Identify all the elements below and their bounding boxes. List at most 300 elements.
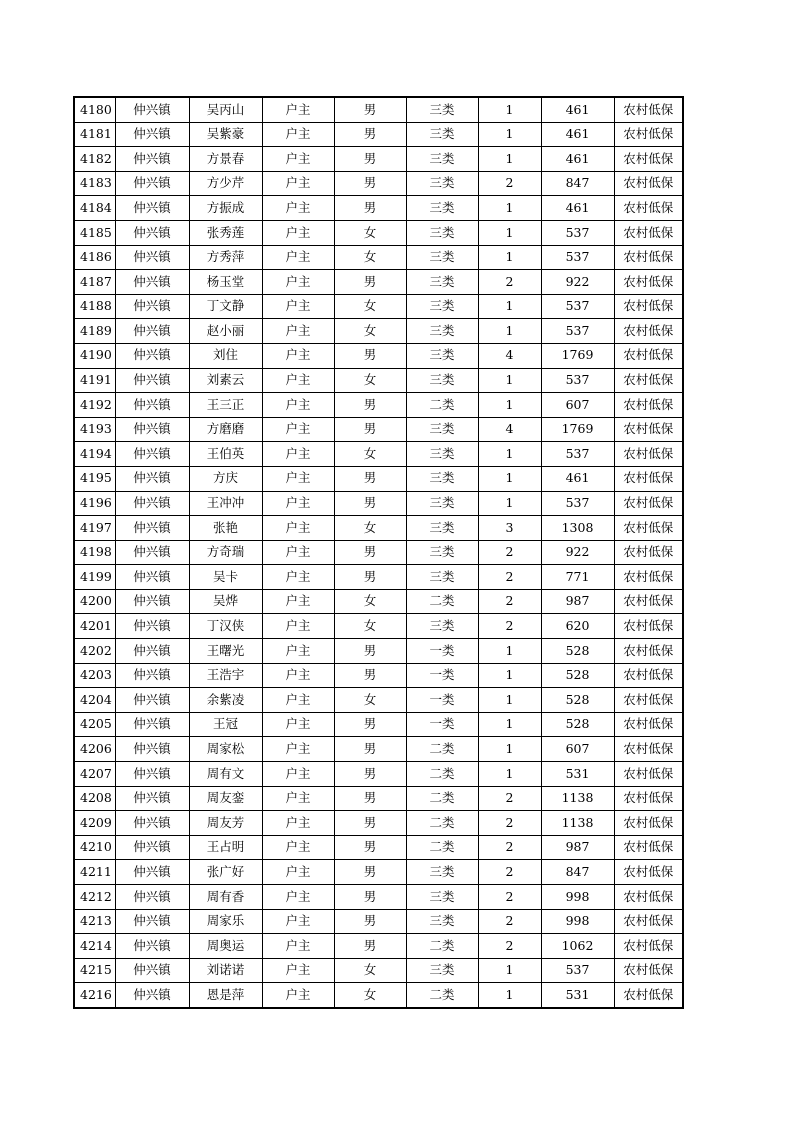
- cell-household-size: 1: [478, 393, 541, 418]
- cell-serial-number: 4184: [74, 196, 115, 221]
- cell-town: 仲兴镇: [115, 639, 189, 664]
- cell-gender: 男: [334, 147, 406, 172]
- cell-household-size: 1: [478, 491, 541, 516]
- cell-serial-number: 4200: [74, 589, 115, 614]
- table-row: [74, 786, 683, 811]
- cell-gender: 男: [334, 343, 406, 368]
- cell-category: 三类: [406, 540, 478, 565]
- cell-amount: 1769: [541, 417, 614, 442]
- cell-amount: 922: [541, 270, 614, 295]
- cell-gender: 男: [334, 270, 406, 295]
- cell-gender: 男: [334, 860, 406, 885]
- cell-aid-type: 农村低保: [614, 97, 683, 122]
- table-row: [74, 122, 683, 147]
- cell-relation: 户主: [262, 343, 334, 368]
- cell-gender: 男: [334, 540, 406, 565]
- cell-gender: 男: [334, 122, 406, 147]
- cell-name: 方秀萍: [189, 245, 262, 270]
- cell-town: 仲兴镇: [115, 860, 189, 885]
- cell-relation: 户主: [262, 934, 334, 959]
- cell-town: 仲兴镇: [115, 417, 189, 442]
- cell-aid-type: 农村低保: [614, 983, 683, 1008]
- cell-aid-type: 农村低保: [614, 786, 683, 811]
- cell-amount: 1138: [541, 811, 614, 836]
- cell-relation: 户主: [262, 811, 334, 836]
- cell-gender: 女: [334, 516, 406, 541]
- cell-gender: 男: [334, 885, 406, 910]
- cell-household-size: 1: [478, 294, 541, 319]
- cell-aid-type: 农村低保: [614, 909, 683, 934]
- cell-relation: 户主: [262, 909, 334, 934]
- cell-relation: 户主: [262, 368, 334, 393]
- cell-gender: 男: [334, 491, 406, 516]
- table-row: [74, 97, 683, 122]
- cell-relation: 户主: [262, 147, 334, 172]
- table-row: [74, 811, 683, 836]
- cell-name: 吴烨: [189, 589, 262, 614]
- cell-amount: 528: [541, 639, 614, 664]
- cell-household-size: 1: [478, 737, 541, 762]
- table-row: [74, 589, 683, 614]
- table-row: [74, 466, 683, 491]
- cell-serial-number: 4205: [74, 712, 115, 737]
- cell-gender: 女: [334, 442, 406, 467]
- cell-serial-number: 4181: [74, 122, 115, 147]
- cell-gender: 男: [334, 393, 406, 418]
- cell-relation: 户主: [262, 639, 334, 664]
- cell-category: 三类: [406, 147, 478, 172]
- cell-amount: 1769: [541, 343, 614, 368]
- cell-category: 二类: [406, 786, 478, 811]
- cell-town: 仲兴镇: [115, 909, 189, 934]
- relief-roster-table: [73, 96, 684, 1009]
- cell-name: 张艳: [189, 516, 262, 541]
- cell-household-size: 1: [478, 663, 541, 688]
- cell-household-size: 4: [478, 343, 541, 368]
- cell-name: 周友銮: [189, 786, 262, 811]
- cell-town: 仲兴镇: [115, 466, 189, 491]
- cell-category: 二类: [406, 811, 478, 836]
- cell-name: 丁文静: [189, 294, 262, 319]
- table-row: [74, 417, 683, 442]
- cell-serial-number: 4198: [74, 540, 115, 565]
- cell-category: 三类: [406, 614, 478, 639]
- cell-serial-number: 4202: [74, 639, 115, 664]
- cell-relation: 户主: [262, 540, 334, 565]
- cell-town: 仲兴镇: [115, 712, 189, 737]
- cell-aid-type: 农村低保: [614, 343, 683, 368]
- cell-amount: 620: [541, 614, 614, 639]
- cell-amount: 531: [541, 983, 614, 1008]
- cell-town: 仲兴镇: [115, 835, 189, 860]
- cell-category: 二类: [406, 934, 478, 959]
- cell-aid-type: 农村低保: [614, 319, 683, 344]
- cell-amount: 607: [541, 393, 614, 418]
- cell-serial-number: 4213: [74, 909, 115, 934]
- cell-serial-number: 4206: [74, 737, 115, 762]
- cell-serial-number: 4186: [74, 245, 115, 270]
- table-row: [74, 540, 683, 565]
- cell-town: 仲兴镇: [115, 97, 189, 122]
- cell-serial-number: 4197: [74, 516, 115, 541]
- cell-category: 三类: [406, 294, 478, 319]
- cell-amount: 537: [541, 245, 614, 270]
- cell-serial-number: 4183: [74, 171, 115, 196]
- cell-relation: 户主: [262, 196, 334, 221]
- cell-amount: 771: [541, 565, 614, 590]
- cell-name: 周家乐: [189, 909, 262, 934]
- cell-serial-number: 4189: [74, 319, 115, 344]
- cell-name: 张广好: [189, 860, 262, 885]
- cell-relation: 户主: [262, 319, 334, 344]
- cell-serial-number: 4191: [74, 368, 115, 393]
- cell-gender: 男: [334, 417, 406, 442]
- cell-category: 三类: [406, 368, 478, 393]
- table-row: [74, 885, 683, 910]
- cell-aid-type: 农村低保: [614, 589, 683, 614]
- cell-relation: 户主: [262, 712, 334, 737]
- cell-aid-type: 农村低保: [614, 958, 683, 983]
- cell-aid-type: 农村低保: [614, 270, 683, 295]
- cell-category: 二类: [406, 835, 478, 860]
- cell-amount: 847: [541, 171, 614, 196]
- cell-household-size: 2: [478, 934, 541, 959]
- cell-amount: 537: [541, 220, 614, 245]
- table-row: [74, 442, 683, 467]
- table-row: [74, 639, 683, 664]
- cell-amount: 461: [541, 97, 614, 122]
- table-row: [74, 663, 683, 688]
- cell-relation: 户主: [262, 762, 334, 787]
- cell-gender: 男: [334, 712, 406, 737]
- cell-serial-number: 4212: [74, 885, 115, 910]
- cell-amount: 998: [541, 909, 614, 934]
- cell-gender: 男: [334, 466, 406, 491]
- cell-town: 仲兴镇: [115, 171, 189, 196]
- cell-relation: 户主: [262, 466, 334, 491]
- cell-name: 刘素云: [189, 368, 262, 393]
- cell-serial-number: 4185: [74, 220, 115, 245]
- cell-town: 仲兴镇: [115, 737, 189, 762]
- cell-gender: 男: [334, 565, 406, 590]
- cell-gender: 男: [334, 737, 406, 762]
- cell-gender: 女: [334, 245, 406, 270]
- cell-relation: 户主: [262, 417, 334, 442]
- cell-household-size: 1: [478, 639, 541, 664]
- cell-household-size: 2: [478, 270, 541, 295]
- cell-category: 三类: [406, 220, 478, 245]
- cell-town: 仲兴镇: [115, 516, 189, 541]
- table-row: [74, 614, 683, 639]
- cell-gender: 男: [334, 171, 406, 196]
- cell-serial-number: 4208: [74, 786, 115, 811]
- cell-town: 仲兴镇: [115, 663, 189, 688]
- cell-name: 周奥运: [189, 934, 262, 959]
- cell-town: 仲兴镇: [115, 393, 189, 418]
- cell-household-size: 1: [478, 196, 541, 221]
- cell-gender: 女: [334, 614, 406, 639]
- cell-category: 三类: [406, 466, 478, 491]
- cell-category: 三类: [406, 319, 478, 344]
- cell-amount: 607: [541, 737, 614, 762]
- table-row: [74, 934, 683, 959]
- cell-category: 三类: [406, 196, 478, 221]
- cell-name: 周有香: [189, 885, 262, 910]
- cell-name: 吴卡: [189, 565, 262, 590]
- cell-gender: 男: [334, 934, 406, 959]
- cell-household-size: 2: [478, 909, 541, 934]
- cell-relation: 户主: [262, 245, 334, 270]
- cell-town: 仲兴镇: [115, 491, 189, 516]
- cell-amount: 537: [541, 294, 614, 319]
- cell-household-size: 1: [478, 688, 541, 713]
- table-row: [74, 712, 683, 737]
- cell-household-size: 2: [478, 540, 541, 565]
- cell-gender: 男: [334, 835, 406, 860]
- cell-household-size: 1: [478, 762, 541, 787]
- cell-household-size: 4: [478, 417, 541, 442]
- cell-name: 王冠: [189, 712, 262, 737]
- cell-category: 三类: [406, 245, 478, 270]
- cell-name: 王三正: [189, 393, 262, 418]
- cell-aid-type: 农村低保: [614, 934, 683, 959]
- cell-household-size: 1: [478, 245, 541, 270]
- cell-town: 仲兴镇: [115, 762, 189, 787]
- cell-amount: 537: [541, 442, 614, 467]
- cell-relation: 户主: [262, 97, 334, 122]
- cell-name: 周有文: [189, 762, 262, 787]
- table-row: [74, 270, 683, 295]
- cell-household-size: 1: [478, 319, 541, 344]
- cell-relation: 户主: [262, 393, 334, 418]
- table-row: [74, 958, 683, 983]
- cell-gender: 女: [334, 368, 406, 393]
- cell-relation: 户主: [262, 688, 334, 713]
- cell-gender: 男: [334, 762, 406, 787]
- cell-serial-number: 4203: [74, 663, 115, 688]
- cell-name: 刘诺诺: [189, 958, 262, 983]
- table-row: [74, 983, 683, 1008]
- cell-category: 二类: [406, 737, 478, 762]
- cell-household-size: 2: [478, 589, 541, 614]
- cell-amount: 537: [541, 368, 614, 393]
- cell-name: 赵小丽: [189, 319, 262, 344]
- cell-category: 三类: [406, 343, 478, 368]
- cell-town: 仲兴镇: [115, 122, 189, 147]
- cell-amount: 1062: [541, 934, 614, 959]
- cell-serial-number: 4180: [74, 97, 115, 122]
- cell-relation: 户主: [262, 835, 334, 860]
- cell-gender: 女: [334, 958, 406, 983]
- cell-serial-number: 4192: [74, 393, 115, 418]
- cell-amount: 537: [541, 319, 614, 344]
- cell-relation: 户主: [262, 958, 334, 983]
- table-row: [74, 171, 683, 196]
- cell-household-size: 1: [478, 147, 541, 172]
- cell-category: 三类: [406, 97, 478, 122]
- cell-relation: 户主: [262, 220, 334, 245]
- table-row: [74, 294, 683, 319]
- cell-household-size: 1: [478, 983, 541, 1008]
- cell-aid-type: 农村低保: [614, 860, 683, 885]
- cell-serial-number: 4204: [74, 688, 115, 713]
- cell-category: 一类: [406, 639, 478, 664]
- cell-serial-number: 4201: [74, 614, 115, 639]
- table-row: [74, 491, 683, 516]
- cell-household-size: 2: [478, 614, 541, 639]
- cell-aid-type: 农村低保: [614, 712, 683, 737]
- cell-town: 仲兴镇: [115, 319, 189, 344]
- cell-category: 二类: [406, 983, 478, 1008]
- cell-aid-type: 农村低保: [614, 147, 683, 172]
- cell-gender: 男: [334, 639, 406, 664]
- cell-aid-type: 农村低保: [614, 565, 683, 590]
- cell-town: 仲兴镇: [115, 294, 189, 319]
- cell-aid-type: 农村低保: [614, 614, 683, 639]
- cell-aid-type: 农村低保: [614, 245, 683, 270]
- cell-household-size: 2: [478, 835, 541, 860]
- cell-name: 吴紫豪: [189, 122, 262, 147]
- cell-relation: 户主: [262, 663, 334, 688]
- cell-name: 王伯英: [189, 442, 262, 467]
- cell-town: 仲兴镇: [115, 270, 189, 295]
- cell-aid-type: 农村低保: [614, 171, 683, 196]
- cell-serial-number: 4215: [74, 958, 115, 983]
- cell-town: 仲兴镇: [115, 614, 189, 639]
- table-row: [74, 762, 683, 787]
- cell-name: 方奇瑞: [189, 540, 262, 565]
- cell-gender: 男: [334, 663, 406, 688]
- cell-category: 一类: [406, 688, 478, 713]
- cell-serial-number: 4214: [74, 934, 115, 959]
- cell-gender: 男: [334, 196, 406, 221]
- cell-aid-type: 农村低保: [614, 885, 683, 910]
- cell-category: 一类: [406, 712, 478, 737]
- cell-amount: 528: [541, 688, 614, 713]
- cell-name: 方景春: [189, 147, 262, 172]
- cell-serial-number: 4187: [74, 270, 115, 295]
- cell-serial-number: 4210: [74, 835, 115, 860]
- cell-category: 三类: [406, 516, 478, 541]
- cell-amount: 461: [541, 466, 614, 491]
- cell-name: 周友芳: [189, 811, 262, 836]
- cell-serial-number: 4216: [74, 983, 115, 1008]
- cell-amount: 998: [541, 885, 614, 910]
- cell-town: 仲兴镇: [115, 245, 189, 270]
- cell-town: 仲兴镇: [115, 589, 189, 614]
- cell-serial-number: 4182: [74, 147, 115, 172]
- cell-name: 丁汉侠: [189, 614, 262, 639]
- cell-amount: 1308: [541, 516, 614, 541]
- cell-household-size: 2: [478, 786, 541, 811]
- table-row: [74, 516, 683, 541]
- table-row: [74, 147, 683, 172]
- cell-household-size: 1: [478, 466, 541, 491]
- cell-aid-type: 农村低保: [614, 122, 683, 147]
- cell-aid-type: 农村低保: [614, 442, 683, 467]
- cell-gender: 女: [334, 589, 406, 614]
- cell-amount: 461: [541, 122, 614, 147]
- cell-aid-type: 农村低保: [614, 811, 683, 836]
- cell-aid-type: 农村低保: [614, 688, 683, 713]
- cell-household-size: 2: [478, 885, 541, 910]
- cell-town: 仲兴镇: [115, 196, 189, 221]
- table-body: [74, 97, 683, 1008]
- cell-category: 三类: [406, 860, 478, 885]
- cell-category: 三类: [406, 442, 478, 467]
- cell-gender: 女: [334, 983, 406, 1008]
- cell-name: 王冲冲: [189, 491, 262, 516]
- cell-serial-number: 4196: [74, 491, 115, 516]
- cell-aid-type: 农村低保: [614, 540, 683, 565]
- table-row: [74, 319, 683, 344]
- cell-household-size: 1: [478, 958, 541, 983]
- table-row: [74, 343, 683, 368]
- cell-name: 余紫凌: [189, 688, 262, 713]
- cell-name: 王占明: [189, 835, 262, 860]
- cell-name: 方庆: [189, 466, 262, 491]
- cell-household-size: 2: [478, 811, 541, 836]
- table-row: [74, 909, 683, 934]
- cell-town: 仲兴镇: [115, 983, 189, 1008]
- cell-town: 仲兴镇: [115, 786, 189, 811]
- table-row: [74, 860, 683, 885]
- cell-category: 三类: [406, 909, 478, 934]
- cell-category: 三类: [406, 270, 478, 295]
- cell-category: 三类: [406, 565, 478, 590]
- cell-aid-type: 农村低保: [614, 663, 683, 688]
- cell-relation: 户主: [262, 589, 334, 614]
- cell-name: 张秀莲: [189, 220, 262, 245]
- cell-gender: 男: [334, 909, 406, 934]
- cell-category: 一类: [406, 663, 478, 688]
- cell-household-size: 2: [478, 860, 541, 885]
- cell-town: 仲兴镇: [115, 688, 189, 713]
- cell-relation: 户主: [262, 516, 334, 541]
- cell-aid-type: 农村低保: [614, 491, 683, 516]
- table-row: [74, 368, 683, 393]
- cell-name: 周家松: [189, 737, 262, 762]
- cell-category: 三类: [406, 958, 478, 983]
- cell-relation: 户主: [262, 885, 334, 910]
- cell-amount: 461: [541, 147, 614, 172]
- cell-aid-type: 农村低保: [614, 294, 683, 319]
- cell-gender: 女: [334, 294, 406, 319]
- cell-name: 方振成: [189, 196, 262, 221]
- cell-household-size: 1: [478, 368, 541, 393]
- cell-name: 王曙光: [189, 639, 262, 664]
- cell-aid-type: 农村低保: [614, 196, 683, 221]
- cell-relation: 户主: [262, 565, 334, 590]
- cell-gender: 女: [334, 688, 406, 713]
- cell-town: 仲兴镇: [115, 147, 189, 172]
- cell-gender: 男: [334, 97, 406, 122]
- cell-category: 三类: [406, 491, 478, 516]
- table-row: [74, 565, 683, 590]
- cell-aid-type: 农村低保: [614, 417, 683, 442]
- cell-amount: 528: [541, 663, 614, 688]
- cell-amount: 987: [541, 835, 614, 860]
- cell-serial-number: 4188: [74, 294, 115, 319]
- cell-serial-number: 4194: [74, 442, 115, 467]
- cell-amount: 1138: [541, 786, 614, 811]
- cell-name: 恩是萍: [189, 983, 262, 1008]
- cell-town: 仲兴镇: [115, 220, 189, 245]
- cell-relation: 户主: [262, 614, 334, 639]
- cell-gender: 女: [334, 319, 406, 344]
- cell-town: 仲兴镇: [115, 934, 189, 959]
- cell-aid-type: 农村低保: [614, 835, 683, 860]
